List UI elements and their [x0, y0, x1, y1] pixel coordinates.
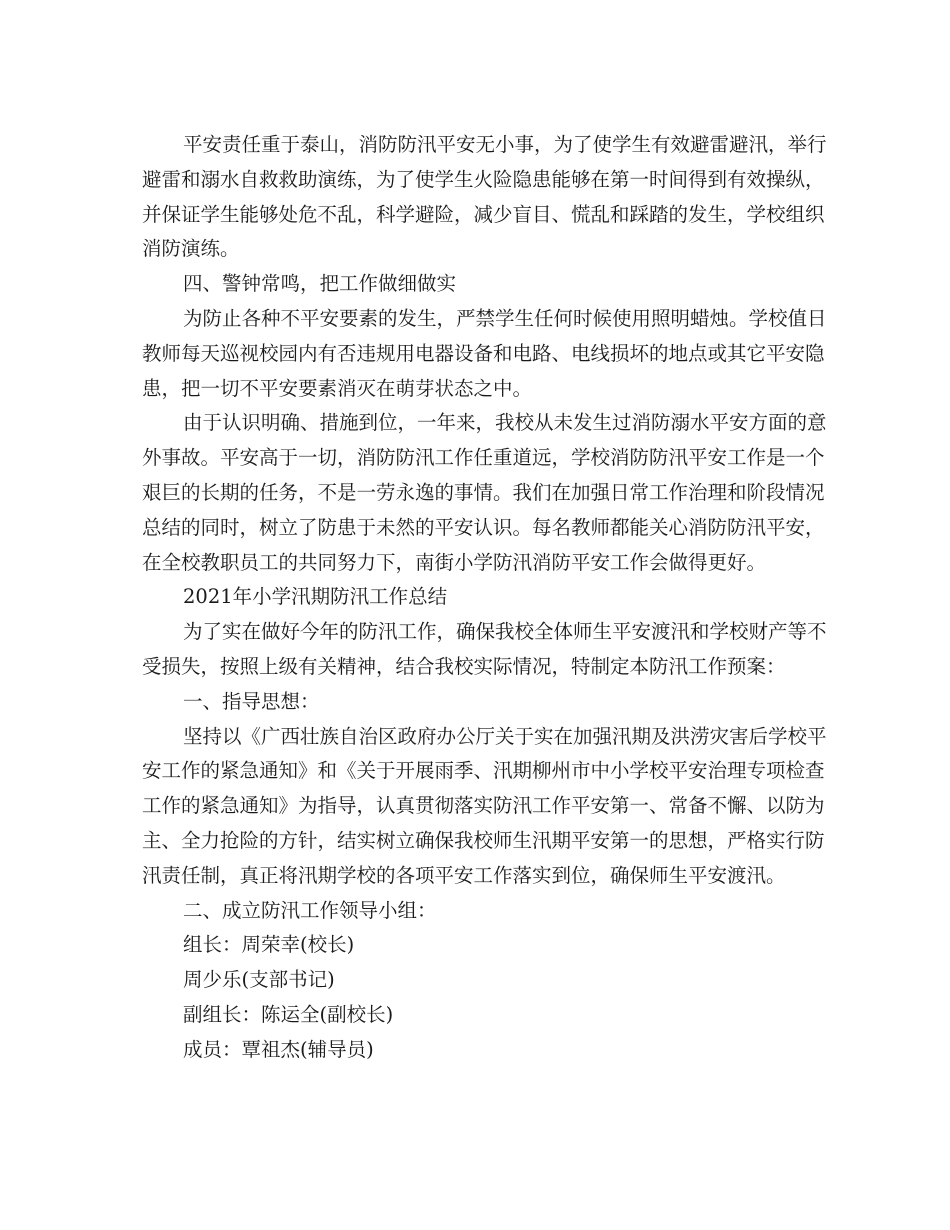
paragraph [142, 302, 827, 406]
paragraph [142, 720, 827, 894]
paragraph-line: 为了实在做好今年的防汛工作，确保我校全体师生平安渡汛和学校财产等不 [183, 620, 827, 644]
paragraph-line: 消防演练。 [142, 237, 240, 261]
paragraph-line: 由于认识明确、措施到位，一年来，我校从未发生过消防溺水平安方面的意 [183, 411, 827, 435]
paragraph-line: 总结的同时，树立了防患于未然的平安认识。每名教师都能关心消防防汛平安， [142, 515, 825, 539]
paragraph-line: 避雷和溺水自救救助演练，为了使学生火险隐患能够在第一时间得到有效操纵， [142, 167, 825, 191]
member-entry: 副组长：陈运全(副校长) [183, 1002, 394, 1026]
paragraph-line: 艰巨的长期的任务，不是一劳永逸的事情。我们在加强日常工作治理和阶段情况 [142, 480, 825, 504]
section-heading: 一、指导思想： [183, 689, 320, 713]
paragraph-line: 主、全力抢险的方针，结实树立确保我校师生汛期平安第一的思想，严格实行防 [142, 828, 825, 852]
paragraph [142, 406, 827, 580]
section-heading: 二、成立防汛工作领导小组： [183, 898, 437, 922]
paragraph-line: 平安责任重于泰山，消防防汛平安无小事，为了使学生有效避雷避汛，举行 [183, 133, 827, 156]
paragraph [142, 615, 827, 685]
member-entry: 成员：覃祖杰(辅导员) [183, 1037, 374, 1061]
paragraph-line: 在全校教职员工的共同努力下，南街小学防汛消防平安工作会做得更好。 [142, 550, 767, 574]
paragraph-line: 患，把一切不平安要素消灭在萌芽状态之中。 [142, 376, 533, 400]
paragraph-line: 工作的紧急通知》为指导，认真贯彻落实防汛工作平安第一、常备不懈、以防为 [142, 794, 825, 818]
section-heading: 2021年小学汛期防汛工作总结 [183, 585, 448, 609]
document-body [142, 128, 827, 1068]
paragraph-line: 并保证学生能够处危不乱，科学避险，减少盲目、慌乱和踩踏的发生，学校组织 [142, 202, 825, 226]
paragraph-line: 外事故。平安高于一切，消防防汛工作任重道远，学校消防防汛平安工作是一个 [142, 446, 825, 470]
member-entry: 周少乐(支部书记) [183, 968, 335, 992]
section-heading: 四、警钟常鸣，把工作做细做实 [183, 272, 457, 296]
paragraph-line: 坚持以《广西壮族自治区政府办公厅关于实在加强汛期及洪涝灾害后学校平 [183, 724, 827, 748]
paragraph-line: 教师每天巡视校园内有否违规用电器设备和电路、电线损坏的地点或其它平安隐 [142, 341, 825, 365]
paragraph-line: 为防止各种不平安要素的发生，严禁学生任何时候使用照明蜡烛。学校值日 [183, 306, 827, 330]
member-entry: 组长：周荣幸(校长) [183, 933, 355, 957]
paragraph-line: 安工作的紧急通知》和《关于开展雨季、汛期柳州市中小学校平安治理专项检查 [142, 759, 825, 783]
paragraph-line: 受损失，按照上级有关精神，结合我校实际情况，特制定本防汛工作预案： [142, 654, 786, 678]
paragraph [142, 128, 827, 267]
paragraph-line: 汛责任制，真正将汛期学校的各项平安工作落实到位，确保师生平安渡汛。 [142, 863, 786, 887]
